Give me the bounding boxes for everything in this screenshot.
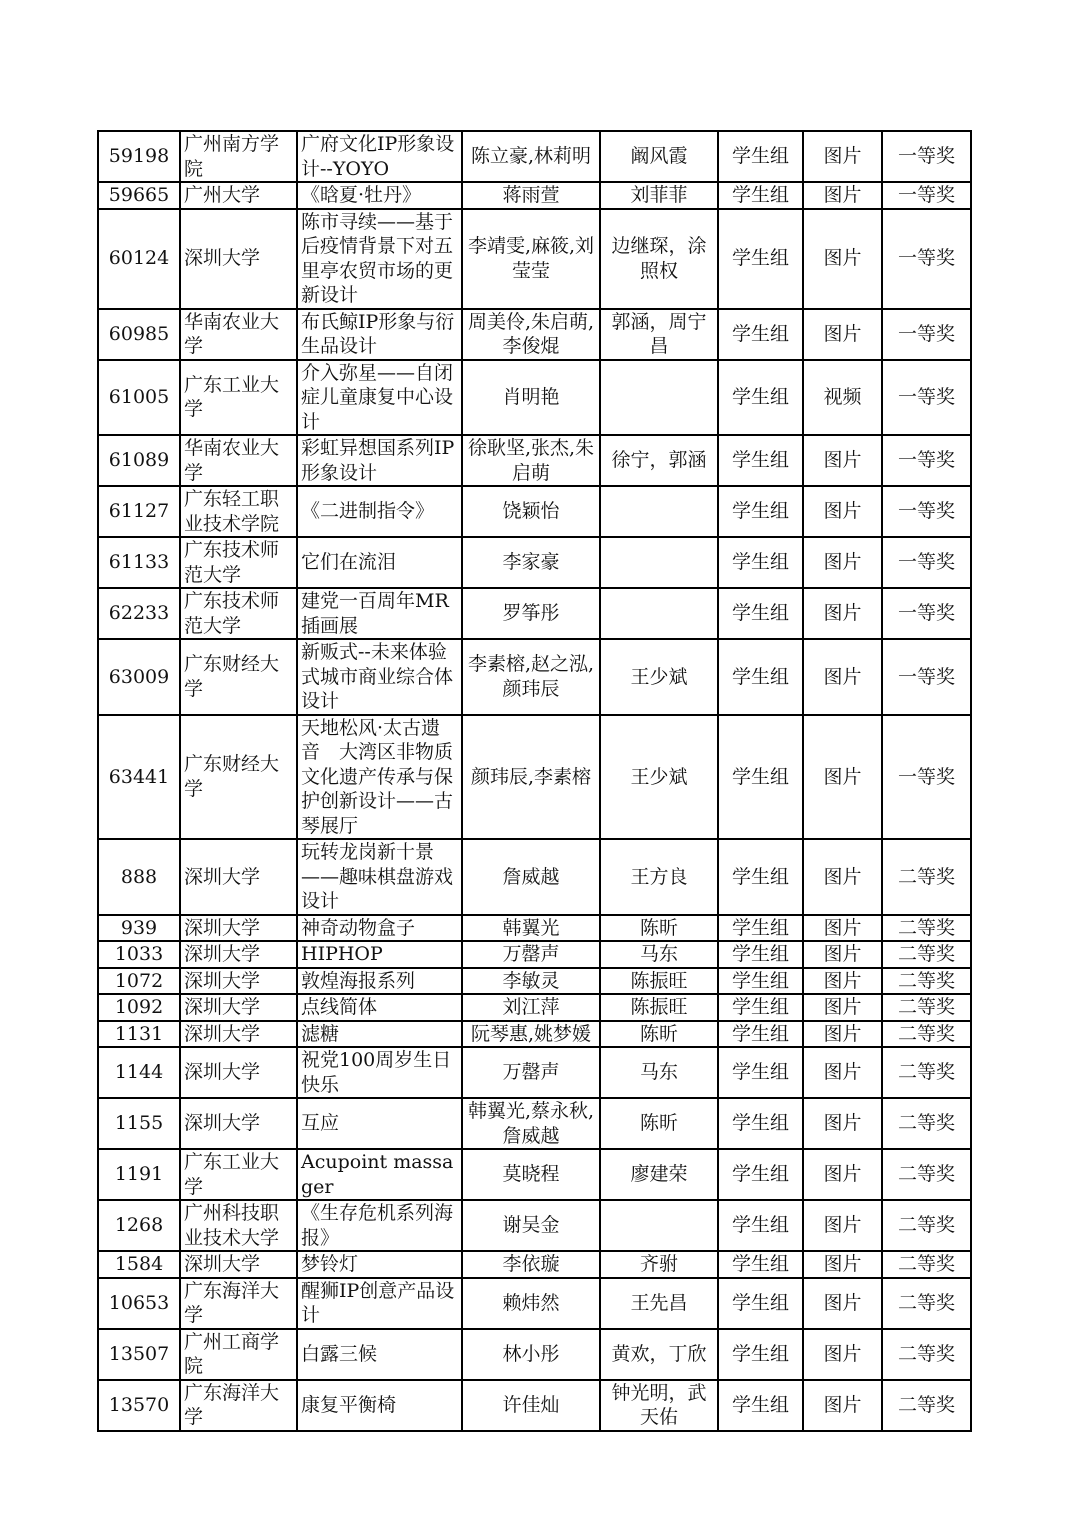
cell-authors: 莫晓程	[462, 1149, 600, 1200]
cell-award: 一等奖	[882, 588, 971, 639]
cell-title: 神奇动物盒子	[297, 915, 462, 942]
cell-advisor	[600, 360, 718, 436]
awards-table	[97, 130, 972, 1432]
cell-school: 广东技术师范大学	[180, 537, 297, 588]
cell-school: 广东工业大学	[180, 1149, 297, 1200]
cell-id: 62233	[98, 588, 180, 639]
cell-group: 学生组	[718, 1149, 803, 1200]
table-row	[98, 941, 971, 968]
cell-award: 二等奖	[882, 839, 971, 915]
cell-school: 广东轻工职业技术学院	[180, 486, 297, 537]
cell-award: 二等奖	[882, 941, 971, 968]
cell-award: 一等奖	[882, 435, 971, 486]
cell-school: 广东财经大学	[180, 715, 297, 840]
cell-title: Acupoint massager	[297, 1149, 462, 1200]
cell-authors: 万罄声	[462, 941, 600, 968]
cell-group: 学生组	[718, 839, 803, 915]
cell-advisor	[600, 588, 718, 639]
cell-advisor: 徐宁，郭涵	[600, 435, 718, 486]
table-row	[98, 968, 971, 995]
cell-authors: 赖炜然	[462, 1278, 600, 1329]
cell-award: 一等奖	[882, 715, 971, 840]
cell-award: 二等奖	[882, 1149, 971, 1200]
cell-school: 广州南方学院	[180, 131, 297, 182]
cell-group: 学生组	[718, 209, 803, 309]
cell-advisor: 马东	[600, 1047, 718, 1098]
cell-school: 深圳大学	[180, 839, 297, 915]
table-row	[98, 1251, 971, 1278]
cell-title: 祝党100周岁生日快乐	[297, 1047, 462, 1098]
cell-school: 广东财经大学	[180, 639, 297, 715]
table-row	[98, 435, 971, 486]
cell-school: 广州大学	[180, 182, 297, 209]
cell-award: 一等奖	[882, 360, 971, 436]
cell-award: 二等奖	[882, 1329, 971, 1380]
cell-title: 布氏鲸IP形象与衍生品设计	[297, 309, 462, 360]
cell-advisor: 廖建荣	[600, 1149, 718, 1200]
cell-title: 新贩式--未来体验式城市商业综合体设计	[297, 639, 462, 715]
cell-id: 59665	[98, 182, 180, 209]
cell-id: 939	[98, 915, 180, 942]
cell-advisor	[600, 486, 718, 537]
cell-authors: 陈立豪,林莉明	[462, 131, 600, 182]
cell-type: 图片	[803, 1047, 882, 1098]
cell-award: 二等奖	[882, 1380, 971, 1431]
cell-title: 天地松风·太古遗音 大湾区非物质文化遗产传承与保护创新设计——古琴展厅	[297, 715, 462, 840]
cell-authors: 李敏灵	[462, 968, 600, 995]
table-body	[98, 131, 971, 1431]
cell-award: 一等奖	[882, 182, 971, 209]
cell-advisor: 陈昕	[600, 1021, 718, 1048]
cell-type: 图片	[803, 968, 882, 995]
table-row	[98, 209, 971, 309]
cell-group: 学生组	[718, 537, 803, 588]
cell-id: 60985	[98, 309, 180, 360]
table-row	[98, 639, 971, 715]
cell-advisor: 陈振旺	[600, 994, 718, 1021]
cell-school: 深圳大学	[180, 915, 297, 942]
cell-authors: 韩翼光	[462, 915, 600, 942]
cell-group: 学生组	[718, 360, 803, 436]
cell-authors: 李家豪	[462, 537, 600, 588]
table-row	[98, 715, 971, 840]
cell-school: 深圳大学	[180, 209, 297, 309]
cell-group: 学生组	[718, 1251, 803, 1278]
cell-award: 二等奖	[882, 1098, 971, 1149]
cell-group: 学生组	[718, 968, 803, 995]
cell-award: 一等奖	[882, 486, 971, 537]
cell-group: 学生组	[718, 309, 803, 360]
cell-authors: 刘江萍	[462, 994, 600, 1021]
cell-authors: 李靖雯,麻筱,刘莹莹	[462, 209, 600, 309]
cell-type: 图片	[803, 1380, 882, 1431]
cell-school: 广东海洋大学	[180, 1380, 297, 1431]
cell-group: 学生组	[718, 1047, 803, 1098]
cell-type: 图片	[803, 1200, 882, 1251]
table-row	[98, 1278, 971, 1329]
table-row	[98, 1021, 971, 1048]
cell-advisor: 王先昌	[600, 1278, 718, 1329]
cell-id: 61005	[98, 360, 180, 436]
cell-type: 图片	[803, 1329, 882, 1380]
cell-id: 61133	[98, 537, 180, 588]
cell-advisor: 王少斌	[600, 715, 718, 840]
cell-advisor: 陈昕	[600, 1098, 718, 1149]
cell-award: 一等奖	[882, 209, 971, 309]
cell-authors: 韩翼光,蔡永秋,詹威越	[462, 1098, 600, 1149]
cell-title: 它们在流泪	[297, 537, 462, 588]
cell-school: 广东海洋大学	[180, 1278, 297, 1329]
cell-title: 白露三候	[297, 1329, 462, 1380]
cell-advisor: 黄欢，丁欣	[600, 1329, 718, 1380]
cell-group: 学生组	[718, 486, 803, 537]
cell-authors: 林小彤	[462, 1329, 600, 1380]
cell-advisor: 齐驸	[600, 1251, 718, 1278]
cell-school: 广东工业大学	[180, 360, 297, 436]
table-row	[98, 486, 971, 537]
cell-title: 陈市寻续——基于后疫情背景下对五里亭农贸市场的更新设计	[297, 209, 462, 309]
cell-school: 深圳大学	[180, 1021, 297, 1048]
cell-group: 学生组	[718, 639, 803, 715]
cell-advisor: 郭涵，周宁昌	[600, 309, 718, 360]
cell-group: 学生组	[718, 715, 803, 840]
cell-title: 广府文化IP形象设计--YOYO	[297, 131, 462, 182]
cell-type: 图片	[803, 915, 882, 942]
cell-group: 学生组	[718, 1329, 803, 1380]
cell-advisor: 马东	[600, 941, 718, 968]
cell-group: 学生组	[718, 1021, 803, 1048]
cell-authors: 李素榕,赵之泓,颜玮辰	[462, 639, 600, 715]
cell-authors: 罗筝彤	[462, 588, 600, 639]
cell-id: 10653	[98, 1278, 180, 1329]
cell-authors: 饶颖怡	[462, 486, 600, 537]
cell-group: 学生组	[718, 182, 803, 209]
cell-school: 深圳大学	[180, 1251, 297, 1278]
cell-type: 图片	[803, 839, 882, 915]
cell-school: 广州工商学院	[180, 1329, 297, 1380]
cell-authors: 谢吴金	[462, 1200, 600, 1251]
cell-title: 彩虹异想国系列IP形象设计	[297, 435, 462, 486]
cell-advisor: 陈振旺	[600, 968, 718, 995]
cell-advisor	[600, 1200, 718, 1251]
cell-school: 深圳大学	[180, 1047, 297, 1098]
cell-authors: 徐耿坚,张杰,朱启萌	[462, 435, 600, 486]
table-row	[98, 588, 971, 639]
cell-type: 图片	[803, 588, 882, 639]
cell-id: 1268	[98, 1200, 180, 1251]
cell-type: 视频	[803, 360, 882, 436]
table-row	[98, 537, 971, 588]
cell-type: 图片	[803, 537, 882, 588]
cell-group: 学生组	[718, 1098, 803, 1149]
cell-award: 二等奖	[882, 968, 971, 995]
cell-advisor: 边继琛，涂照权	[600, 209, 718, 309]
cell-title: 醒狮IP创意产品设计	[297, 1278, 462, 1329]
cell-id: 63009	[98, 639, 180, 715]
cell-title: 滤糖	[297, 1021, 462, 1048]
cell-group: 学生组	[718, 1380, 803, 1431]
cell-award: 二等奖	[882, 915, 971, 942]
cell-school: 深圳大学	[180, 1098, 297, 1149]
cell-id: 1144	[98, 1047, 180, 1098]
cell-title: HIPHOP	[297, 941, 462, 968]
cell-school: 深圳大学	[180, 968, 297, 995]
cell-type: 图片	[803, 1098, 882, 1149]
cell-title: 《晗夏·牡丹》	[297, 182, 462, 209]
cell-authors: 许佳灿	[462, 1380, 600, 1431]
cell-advisor: 钟光明，武天佑	[600, 1380, 718, 1431]
cell-authors: 肖明艳	[462, 360, 600, 436]
cell-advisor: 陈昕	[600, 915, 718, 942]
cell-title: 玩转龙岗新十景——趣味棋盘游戏设计	[297, 839, 462, 915]
cell-authors: 蒋雨萱	[462, 182, 600, 209]
cell-title: 互应	[297, 1098, 462, 1149]
cell-authors: 万罄声	[462, 1047, 600, 1098]
table-row	[98, 839, 971, 915]
cell-id: 61089	[98, 435, 180, 486]
cell-authors: 李依璇	[462, 1251, 600, 1278]
table-row	[98, 994, 971, 1021]
cell-id: 1092	[98, 994, 180, 1021]
cell-group: 学生组	[718, 435, 803, 486]
cell-type: 图片	[803, 994, 882, 1021]
cell-title: 《二进制指令》	[297, 486, 462, 537]
cell-id: 61127	[98, 486, 180, 537]
cell-award: 一等奖	[882, 309, 971, 360]
cell-id: 59198	[98, 131, 180, 182]
cell-award: 一等奖	[882, 131, 971, 182]
cell-id: 13507	[98, 1329, 180, 1380]
cell-id: 1191	[98, 1149, 180, 1200]
cell-group: 学生组	[718, 588, 803, 639]
cell-school: 深圳大学	[180, 941, 297, 968]
cell-group: 学生组	[718, 915, 803, 942]
cell-authors: 颜玮辰,李素榕	[462, 715, 600, 840]
cell-type: 图片	[803, 639, 882, 715]
cell-advisor: 王少斌	[600, 639, 718, 715]
cell-id: 1033	[98, 941, 180, 968]
cell-id: 63441	[98, 715, 180, 840]
table-row	[98, 1380, 971, 1431]
cell-group: 学生组	[718, 131, 803, 182]
cell-id: 1072	[98, 968, 180, 995]
table-row	[98, 360, 971, 436]
cell-type: 图片	[803, 1278, 882, 1329]
cell-type: 图片	[803, 1149, 882, 1200]
cell-type: 图片	[803, 209, 882, 309]
cell-title: 建党一百周年MR插画展	[297, 588, 462, 639]
cell-award: 二等奖	[882, 1251, 971, 1278]
cell-advisor: 王方良	[600, 839, 718, 915]
cell-title: 点线简体	[297, 994, 462, 1021]
cell-authors: 周美伶,朱启萌,李俊焜	[462, 309, 600, 360]
table-row	[98, 1329, 971, 1380]
cell-school: 广东技术师范大学	[180, 588, 297, 639]
cell-group: 学生组	[718, 941, 803, 968]
cell-group: 学生组	[718, 1200, 803, 1251]
cell-type: 图片	[803, 1021, 882, 1048]
cell-id: 13570	[98, 1380, 180, 1431]
cell-award: 二等奖	[882, 1200, 971, 1251]
cell-id: 1155	[98, 1098, 180, 1149]
table-row	[98, 915, 971, 942]
cell-id: 888	[98, 839, 180, 915]
cell-group: 学生组	[718, 994, 803, 1021]
cell-title: 介入弥星——自闭症儿童康复中心设计	[297, 360, 462, 436]
cell-type: 图片	[803, 309, 882, 360]
cell-school: 华南农业大学	[180, 309, 297, 360]
table-row	[98, 309, 971, 360]
cell-type: 图片	[803, 131, 882, 182]
cell-advisor	[600, 537, 718, 588]
cell-id: 1131	[98, 1021, 180, 1048]
cell-authors: 阮琴惠,姚梦媛	[462, 1021, 600, 1048]
cell-id: 1584	[98, 1251, 180, 1278]
cell-type: 图片	[803, 715, 882, 840]
cell-award: 二等奖	[882, 1278, 971, 1329]
cell-school: 广州科技职业技术大学	[180, 1200, 297, 1251]
cell-type: 图片	[803, 486, 882, 537]
cell-id: 60124	[98, 209, 180, 309]
cell-title: 敦煌海报系列	[297, 968, 462, 995]
table-row	[98, 131, 971, 182]
cell-award: 二等奖	[882, 994, 971, 1021]
table-row	[98, 182, 971, 209]
table-row	[98, 1200, 971, 1251]
cell-award: 二等奖	[882, 1021, 971, 1048]
cell-type: 图片	[803, 182, 882, 209]
cell-type: 图片	[803, 941, 882, 968]
table-row	[98, 1149, 971, 1200]
cell-type: 图片	[803, 435, 882, 486]
cell-title: 《生存危机系列海报》	[297, 1200, 462, 1251]
cell-authors: 詹威越	[462, 839, 600, 915]
cell-advisor: 刘菲菲	[600, 182, 718, 209]
cell-title: 康复平衡椅	[297, 1380, 462, 1431]
cell-type: 图片	[803, 1251, 882, 1278]
cell-school: 华南农业大学	[180, 435, 297, 486]
cell-group: 学生组	[718, 1278, 803, 1329]
cell-title: 梦铃灯	[297, 1251, 462, 1278]
table-row	[98, 1098, 971, 1149]
cell-school: 深圳大学	[180, 994, 297, 1021]
cell-award: 一等奖	[882, 537, 971, 588]
cell-award: 二等奖	[882, 1047, 971, 1098]
table-row	[98, 1047, 971, 1098]
cell-award: 一等奖	[882, 639, 971, 715]
cell-advisor: 阚风霞	[600, 131, 718, 182]
